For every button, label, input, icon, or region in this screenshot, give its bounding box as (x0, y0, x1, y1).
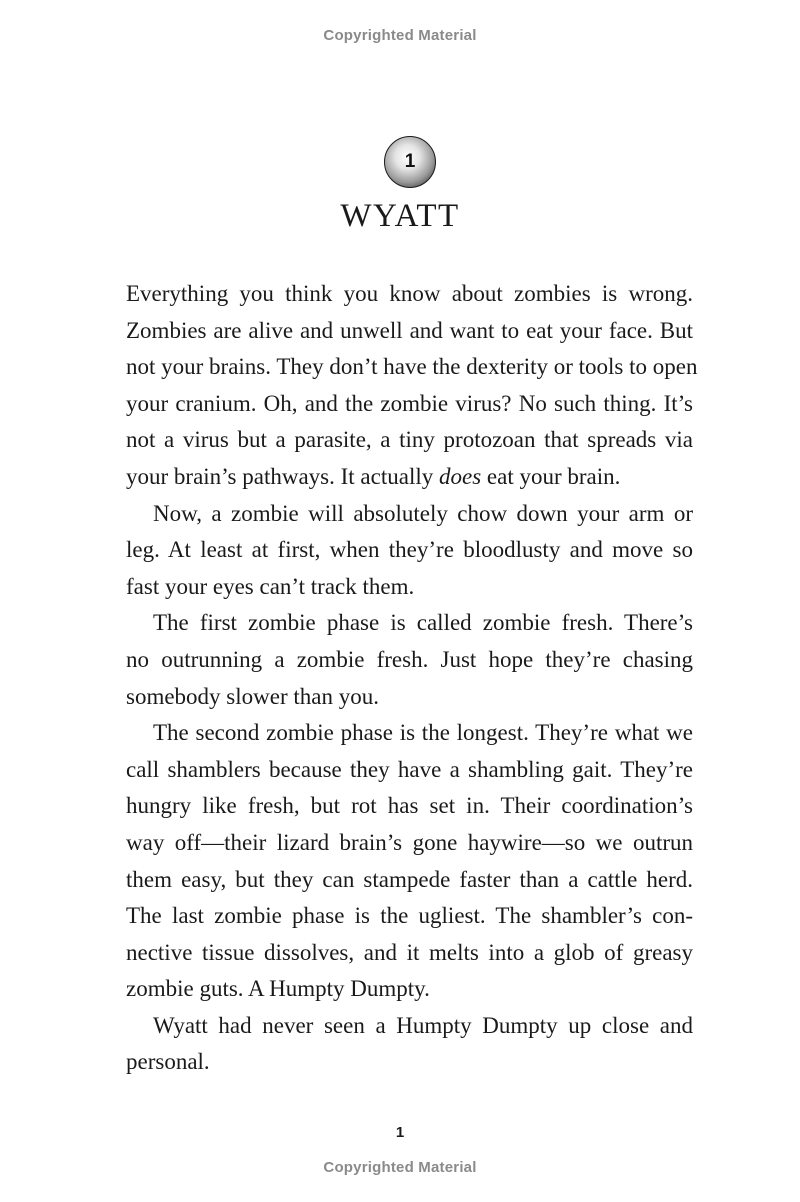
text-line-content: Everything you think you know about zombies is wrong. (126, 281, 693, 306)
text-line-content: no outrunning a zombie fresh. Just hope they’re chasing (126, 646, 693, 672)
text-line-content: The second zombie phase is the longest. They’re what we (153, 720, 693, 746)
text-line-content: hungry like fresh, but rot has set in. Their coordination’s (126, 793, 693, 819)
page-number: 1 (395, 1124, 405, 1141)
text-line-content: somebody slower than you. (126, 683, 379, 709)
text-line-content: them easy, but they can stampede faster than a cattle herd. (126, 866, 693, 892)
text-line (126, 971, 693, 1008)
text-line (126, 642, 693, 679)
text-line (126, 752, 693, 789)
text-line (126, 1008, 693, 1045)
text-line-content: call shamblers because they have a shambling gait. They’re (126, 756, 693, 782)
text-line (126, 898, 693, 935)
text-line (126, 422, 693, 459)
text-line (126, 715, 693, 752)
copyright-watermark-top: Copyrighted Material (323, 27, 477, 44)
text-line (126, 532, 693, 569)
text-line-content: Zombies are alive and unwell and want to eat your face. But (126, 317, 693, 343)
emphasis-word: does (438, 463, 482, 489)
text-line-content: not your brains. They don’t have the dexterity or tools to open (126, 354, 698, 380)
text-line-content: your brain’s pathways. It actually (126, 463, 439, 489)
text-line-content-after: eat your brain. (481, 463, 621, 489)
text-line (126, 349, 698, 386)
text-line-content: The first zombie phase is called zombie fresh. There’s (153, 610, 693, 636)
text-line (126, 569, 693, 606)
text-line-content: fast your eyes can’t track them. (126, 573, 415, 599)
text-line-content: nective tissue dissolves, and it melts into a glob of greasy (126, 939, 693, 965)
text-line (126, 1044, 693, 1081)
text-line (126, 386, 693, 423)
text-line (126, 935, 693, 972)
text-line-content: leg. At least at first, when they’re bloodlusty and move so (126, 537, 693, 563)
text-line-content: way off—their lizard brain’s gone haywire—so we outrun (126, 829, 693, 855)
text-line (126, 679, 693, 716)
text-line-content: Now, a zombie will absolutely chow down your arm or (153, 500, 693, 526)
chapter-number-badge (384, 136, 436, 188)
text-line (126, 605, 693, 642)
text-line-content: Wyatt had never seen a Humpty Dumpty up close and (153, 1012, 693, 1038)
text-line (126, 788, 693, 825)
text-line (126, 459, 693, 496)
text-line (126, 313, 693, 350)
text-line-content: zombie guts. A Humpty Dumpty. (126, 976, 430, 1002)
chapter-number: 1 (404, 151, 416, 172)
text-line-content: The last zombie phase is the ugliest. The shambler’s con- (126, 903, 693, 929)
text-line (126, 825, 693, 862)
copyright-watermark-bottom: Copyrighted Material (323, 1159, 477, 1176)
text-line-content: not a virus but a parasite, a tiny protozoan that spreads via (126, 427, 693, 453)
text-line-content: personal. (126, 1049, 210, 1075)
text-line (126, 276, 693, 313)
chapter-body-text (126, 276, 698, 1081)
chapter-title: WYATT (340, 198, 460, 234)
text-line (126, 496, 693, 533)
text-line-content: your cranium. Oh, and the zombie virus? No such thing. It’s (126, 390, 693, 416)
text-line (126, 862, 693, 899)
